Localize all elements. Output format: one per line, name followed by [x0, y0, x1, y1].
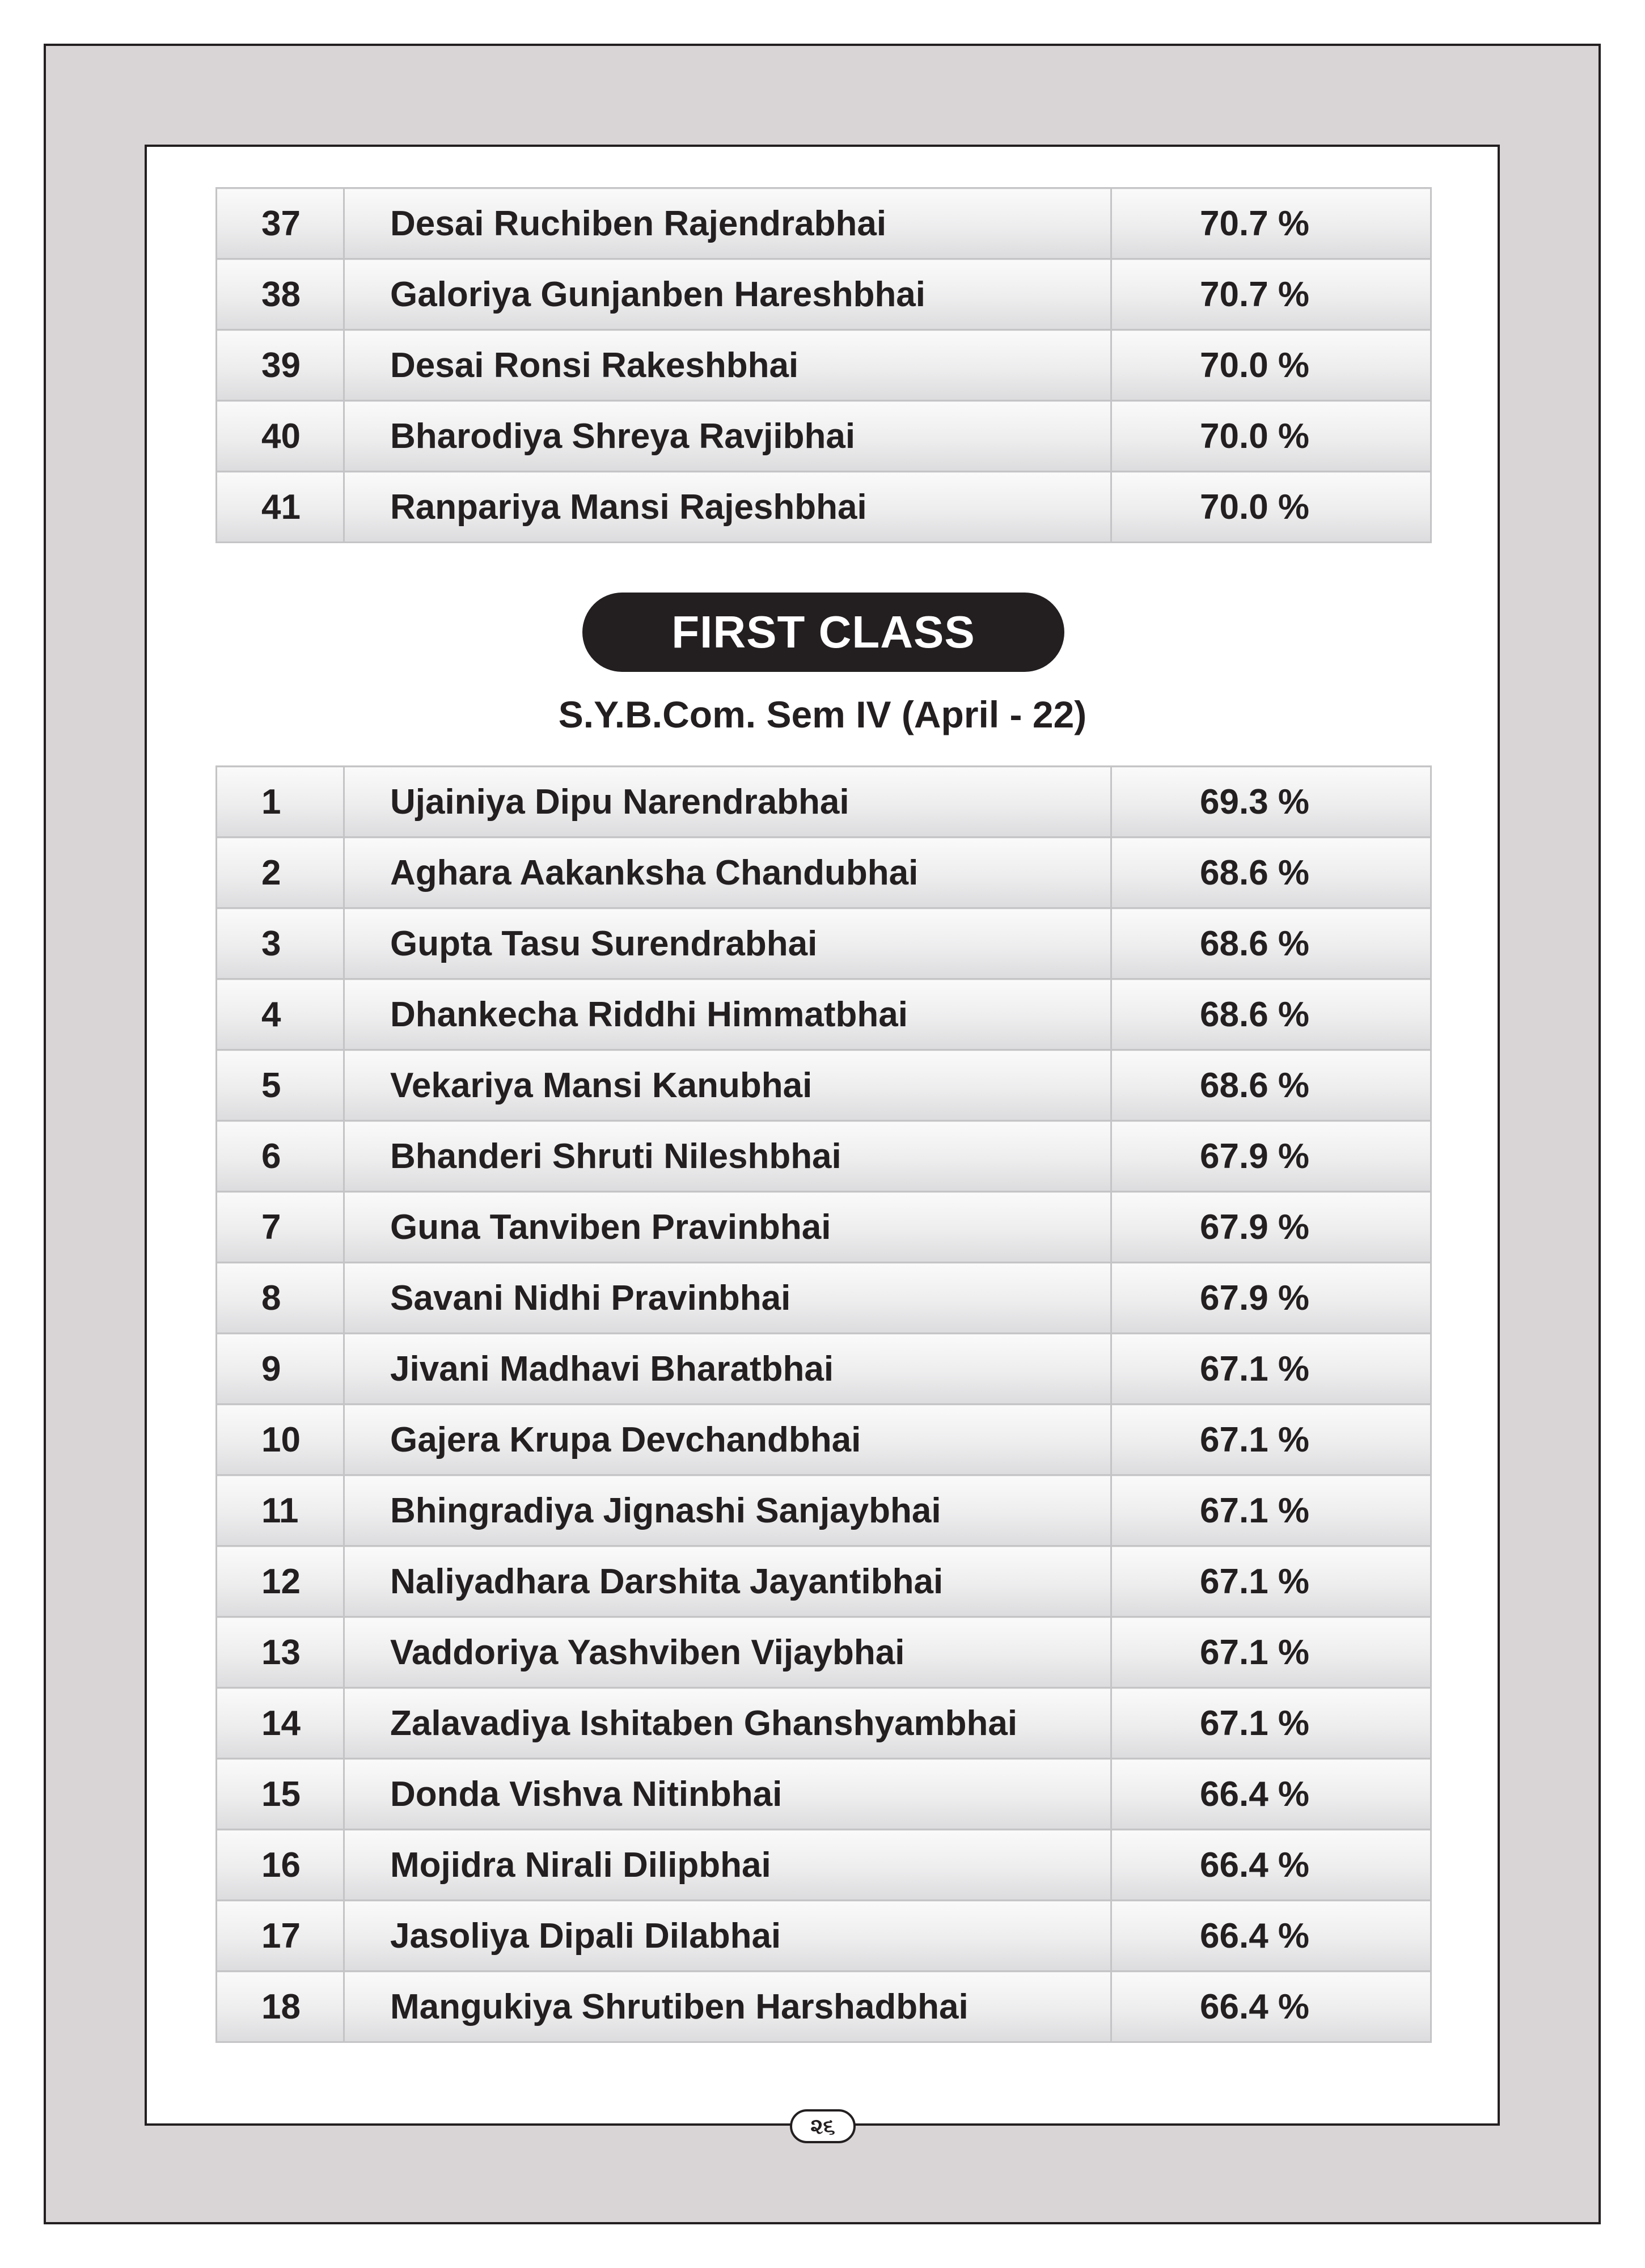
student-name-cell: Savani Nidhi Pravinbhai: [344, 1263, 1111, 1334]
serial-number-cell: 1: [217, 767, 344, 837]
percentage-cell: 67.9 %: [1111, 1192, 1431, 1263]
results-table-continued: [215, 187, 1432, 543]
table-row: [217, 1334, 1431, 1404]
serial-number-cell: 11: [217, 1475, 344, 1546]
serial-number-cell: 5: [217, 1050, 344, 1121]
student-name-cell: Bharodiya Shreya Ravjibhai: [344, 401, 1111, 472]
student-name-cell: Bhingradiya Jignashi Sanjaybhai: [344, 1475, 1111, 1546]
table-row: [217, 1971, 1431, 2042]
section-badge-first-class: FIRST CLASS: [582, 593, 1064, 672]
percentage-cell: 67.1 %: [1111, 1475, 1431, 1546]
student-name-cell: Vekariya Mansi Kanubhai: [344, 1050, 1111, 1121]
student-name-cell: Guna Tanviben Pravinbhai: [344, 1192, 1111, 1263]
results-table-body: [217, 767, 1431, 2042]
table-row: [217, 1617, 1431, 1688]
serial-number-cell: 17: [217, 1901, 344, 1971]
table-row: [217, 259, 1431, 330]
percentage-cell: 67.9 %: [1111, 1263, 1431, 1334]
percentage-cell: 70.0 %: [1111, 472, 1431, 543]
percentage-cell: 66.4 %: [1111, 1971, 1431, 2042]
table-row: [217, 837, 1431, 908]
section-subtitle: S.Y.B.Com. Sem IV (April - 22): [558, 693, 1087, 735]
table-row: [217, 1050, 1431, 1121]
percentage-cell: 70.7 %: [1111, 259, 1431, 330]
percentage-cell: 67.1 %: [1111, 1334, 1431, 1404]
student-name-cell: Dhankecha Riddhi Himmatbhai: [344, 979, 1111, 1050]
percentage-cell: 68.6 %: [1111, 979, 1431, 1050]
serial-number-cell: 16: [217, 1830, 344, 1901]
results-table-first-class: [215, 765, 1432, 2043]
serial-number-cell: 18: [217, 1971, 344, 2042]
table-row: [217, 908, 1431, 979]
serial-number-cell: 15: [217, 1759, 344, 1830]
student-name-cell: Zalavadiya Ishitaben Ghanshyambhai: [344, 1688, 1111, 1759]
percentage-cell: 70.7 %: [1111, 188, 1431, 259]
serial-number-cell: 38: [217, 259, 344, 330]
table-row: [217, 1192, 1431, 1263]
results-table-body: [217, 188, 1431, 543]
percentage-cell: 66.4 %: [1111, 1830, 1431, 1901]
percentage-cell: 69.3 %: [1111, 767, 1431, 837]
serial-number-cell: 2: [217, 837, 344, 908]
table-row: [217, 767, 1431, 837]
table-row: [217, 1404, 1431, 1475]
serial-number-cell: 4: [217, 979, 344, 1050]
student-name-cell: Ranpariya Mansi Rajeshbhai: [344, 472, 1111, 543]
serial-number-cell: 6: [217, 1121, 344, 1192]
student-name-cell: Aghara Aakanksha Chandubhai: [344, 837, 1111, 908]
table-row: [217, 1263, 1431, 1334]
serial-number-cell: 10: [217, 1404, 344, 1475]
percentage-cell: 67.1 %: [1111, 1404, 1431, 1475]
serial-number-cell: 9: [217, 1334, 344, 1404]
serial-number-cell: 13: [217, 1617, 344, 1688]
student-name-cell: Mangukiya Shrutiben Harshadbhai: [344, 1971, 1111, 2042]
percentage-cell: 67.1 %: [1111, 1688, 1431, 1759]
serial-number-cell: 3: [217, 908, 344, 979]
table-row: [217, 1759, 1431, 1830]
percentage-cell: 66.4 %: [1111, 1901, 1431, 1971]
table-row: [217, 401, 1431, 472]
serial-number-cell: 14: [217, 1688, 344, 1759]
serial-number-cell: 41: [217, 472, 344, 543]
student-name-cell: Galoriya Gunjanben Hareshbhai: [344, 259, 1111, 330]
table-row: [217, 1688, 1431, 1759]
serial-number-cell: 37: [217, 188, 344, 259]
percentage-cell: 68.6 %: [1111, 837, 1431, 908]
serial-number-cell: 40: [217, 401, 344, 472]
table-row: [217, 979, 1431, 1050]
table-row: [217, 1830, 1431, 1901]
student-name-cell: Naliyadhara Darshita Jayantibhai: [344, 1546, 1111, 1617]
percentage-cell: 67.1 %: [1111, 1617, 1431, 1688]
serial-number-cell: 12: [217, 1546, 344, 1617]
table-row: [217, 188, 1431, 259]
student-name-cell: Ujainiya Dipu Narendrabhai: [344, 767, 1111, 837]
student-name-cell: Donda Vishva Nitinbhai: [344, 1759, 1111, 1830]
table-row: [217, 330, 1431, 401]
percentage-cell: 66.4 %: [1111, 1759, 1431, 1830]
student-name-cell: Jasoliya Dipali Dilabhai: [344, 1901, 1111, 1971]
student-name-cell: Gajera Krupa Devchandbhai: [344, 1404, 1111, 1475]
table-row: [217, 1121, 1431, 1192]
percentage-cell: 67.9 %: [1111, 1121, 1431, 1192]
percentage-cell: 70.0 %: [1111, 330, 1431, 401]
student-name-cell: Gupta Tasu Surendrabhai: [344, 908, 1111, 979]
serial-number-cell: 7: [217, 1192, 344, 1263]
student-name-cell: Vaddoriya Yashviben Vijaybhai: [344, 1617, 1111, 1688]
student-name-cell: Bhanderi Shruti Nileshbhai: [344, 1121, 1111, 1192]
table-row: [217, 1546, 1431, 1617]
student-name-cell: Desai Ruchiben Rajendrabhai: [344, 188, 1111, 259]
table-row: [217, 1475, 1431, 1546]
table-row: [217, 1901, 1431, 1971]
student-name-cell: Desai Ronsi Rakeshbhai: [344, 330, 1111, 401]
student-name-cell: Mojidra Nirali Dilipbhai: [344, 1830, 1111, 1901]
table-row: [217, 472, 1431, 543]
percentage-cell: 68.6 %: [1111, 908, 1431, 979]
percentage-cell: 68.6 %: [1111, 1050, 1431, 1121]
student-name-cell: Jivani Madhavi Bharatbhai: [344, 1334, 1111, 1404]
serial-number-cell: 8: [217, 1263, 344, 1334]
percentage-cell: 70.0 %: [1111, 401, 1431, 472]
serial-number-cell: 39: [217, 330, 344, 401]
percentage-cell: 67.1 %: [1111, 1546, 1431, 1617]
page-number-badge: ૨૬: [790, 2109, 856, 2143]
